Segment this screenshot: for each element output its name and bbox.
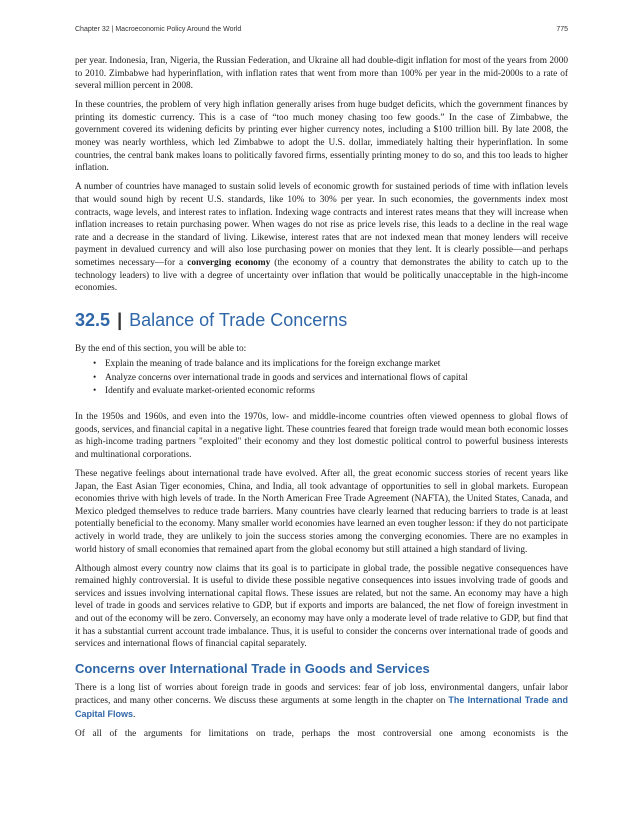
running-header [75, 26, 568, 33]
section-number: 32.5 [75, 309, 111, 330]
learning-objective: • Analyze concerns over international trade in goods and services and international flows of capital [105, 372, 568, 386]
paragraph: Although almost every country now claims that its goal is to participate in global trade, the possible negative consequences have remained highly controversial. It is useful to divide these possible negative consequences into issues involving trade of goods and services and issues involving international capital flows. These issues are related, but not the same. An economy may have a high level of trade in goods and services relative to GDP, but if exports and imports are balanced, the net flow of foreign investment in and out of the economy will be zero. Conversely, an economy may have only a moderate level of trade relative to GDP, but find that it has a substantial current account trade imbalance. Thus, it is useful to consider the concerns over international trade of goods and services and international flows of financial capital separately. [75, 563, 568, 650]
paragraph-text: (the economy of a country that demonstrates the ability to catch up to the technology leaders) to live with a degree of uncertainty over inflation that would be politically unacceptable in the high-income economies. [75, 257, 568, 294]
learning-objectives-intro: By the end of this section, you will be able to: [75, 343, 247, 354]
section-heading [75, 309, 568, 331]
paragraph: In the 1950s and 1960s, and even into the 1970s, low- and middle-income countries often viewed openness to global flows of goods, services, and financial capital in a negative light. These countries feared that foreign trade would mean both economic losses as high-income trading partners "exploited" their economy and they lost domestic political control to powerful business interests and multinational corporations. [75, 412, 568, 460]
paragraph [75, 181, 568, 294]
paragraph-text: . [133, 709, 136, 720]
chapter-link[interactable]: The International Trade and Capital Flows [75, 695, 568, 719]
paragraph: These negative feelings about international trade have evolved. After all, the great economic success stories of recent years like Japan, the East Asian Tiger economies, China, and India, all took advantage of opportunities to sell in global markets. European economies thrive with high levels of trade. In the North American Free Trade Agreement (NAFTA), the United States, Canada, and Mexico pledged themselves to reduce trade barriers. Many countries have clearly learned that reducing barriers to trade is at least potentially beneficial to the economy. Many smaller world economies have learned an even tougher lesson: if they do not participate actively in world trade, they are unlikely to join the success stories among the converging economies. There are no examples in world history of small economies that remained apart from the global economy but still attained a high standard of living. [75, 468, 569, 555]
learning-objective: • Identify and evaluate market-oriented economic reforms [105, 385, 568, 399]
learning-objective: • Explain the meaning of trade balance and its implications for the foreign exchange market [105, 358, 568, 372]
chapter-title: Chapter 32 | Macroeconomic Policy Around the World [75, 26, 242, 33]
page-content [75, 55, 568, 747]
page-number: 775 [556, 26, 568, 33]
learning-objectives-list [75, 358, 568, 399]
subsection-heading: Concerns over International Trade in Goods and Services [75, 660, 430, 676]
section-title: Balance of Trade Concerns [129, 309, 348, 330]
paragraph: Of all of the arguments for limitations on trade, perhaps the most controversial one among economists is the [75, 729, 568, 740]
paragraph: per year. Indonesia, Iran, Nigeria, the Russian Federation, and Ukraine all had double-digit inflation for most of the years from 2000 to 2010. Zimbabwe had hyperinflation, with inflation rates that went from more than 100% per year in the mid-2000s to a rate of several million percent in 2008. [75, 56, 568, 92]
section-separator: | [117, 309, 123, 330]
paragraph [75, 682, 568, 722]
key-term: converging economy [187, 257, 271, 268]
paragraph-text: There is a long list of worries about foreign trade in goods and services: fear of job loss, environmental dangers, unfair labor practices, and many other concerns. We discuss these arguments at some length in the chapter on [75, 682, 568, 707]
paragraph-text: A number of countries have managed to sustain solid levels of economic growth for sustained periods of time with inflation levels that would sound high by recent U.S. standards, like 10% to 30% per year. In such economies, the governments index most contracts, wage levels, and interest rates to inflation. Indexing wage contracts and interest rates means that they will increase when inflation increases to retain purchasing power. When wages do not rise as price levels rise, this leads to a decline in the real wage rate and a decrease in the standard of living. Likewise, interest rates that are not indexed mean that money lenders will receive payment in devalued currency and will also lose purchasing power on monies that they lent. It is clearly possible—and perhaps sometimes necessary—for a [75, 182, 568, 268]
paragraph: In these countries, the problem of very high inflation generally arises from huge budget deficits, which the government finances by printing its domestic currency. This is a case of “too much money chasing too few goods.” In the case of Zimbabwe, the government covered its widening deficits by printing ever higher currency notes, including a $100 trillion bill. By late 2008, the money was nearly worthless, which led Zimbabwe to adopt the U.S. dollar, immediately halting their hyperinflation. In some countries, the central bank makes loans to politically favored firms, essentially printing money to do so, and this too leads to higher inflation. [75, 100, 568, 174]
